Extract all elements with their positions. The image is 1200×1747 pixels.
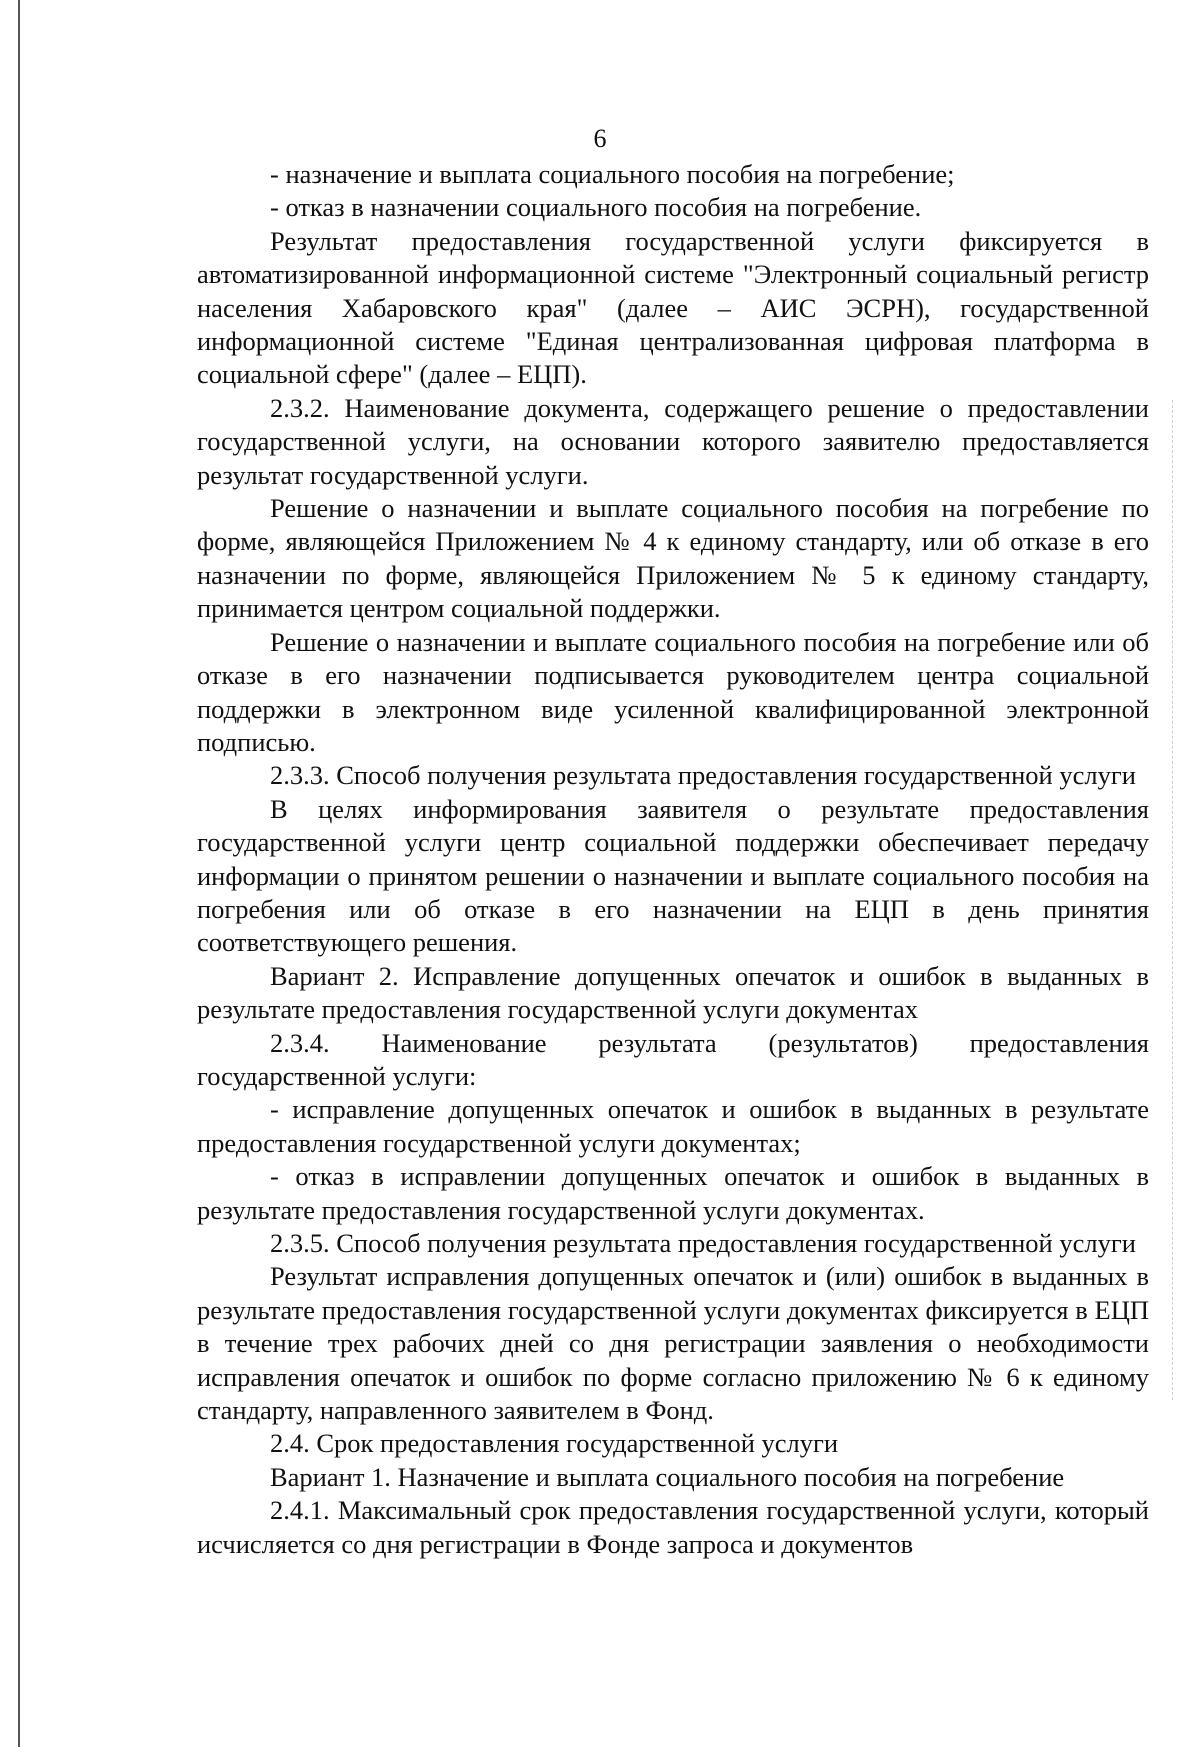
section-heading: 2.3.5. Способ получения результата предоставления государственной услуги xyxy=(270,1228,1136,1258)
section-heading: 2.4. Срок предоставления государственной услуги xyxy=(270,1428,839,1459)
section-heading: 2.3.4. Наименование результата (результатов) предоставления государственной услуги: xyxy=(197,1027,1149,1091)
paragraph: Решение о назначении и выплате социального пособия на погребение по форме, являющейся Приложением № 4 к единому стандарту, или об отказе в его назначении по форме, являющейся Приложением № 5 к единому стандарту, принимается центром социальной поддержки. xyxy=(197,493,1149,624)
paragraph: Результат предоставления государственной услуги фиксируется в автоматизированной информационной системе "Электронный социальный регистр населения Хабаровского края" (далее – АИС ЭСРН), государственной информационной системе "Единая централизованная цифровая платформа в социальной сфере" (далее – ЕЦП). xyxy=(197,225,1149,390)
scan-edge-marks xyxy=(1172,400,1174,1400)
paragraph: Решение о назначении и выплате социального пособия на погребение или об отказе в его назначении подписывается руководителем центра социальной поддержки в электронном виде усиленной квалифицированной электронной подписью. xyxy=(197,626,1149,757)
section-heading: 2.3.3. Способ получения результата предоставления государственной услуги xyxy=(270,760,1136,791)
paragraph: - назначение и выплата социального пособия на погребение; xyxy=(270,159,955,189)
paragraph: В целях информирования заявителя о результате предоставления государственной услуги центр социальной поддержки обеспечивает передачу информации о принятом решении о назначении и выплате социального пособия на погребения или об отказе в его назначении на ЕЦП в день принятия соответствующего решения. xyxy=(197,793,1149,958)
paragraph: 2.4.1. Максимальный срок предоставления государственной услуги, который исчисляется со дня регистрации в Фонде запроса и документов xyxy=(197,1495,1149,1559)
paragraph: 2.3.2. Наименование документа, содержащего решение о предоставлении государственной услуги, на основании которого заявителю предоставляется результат государственной услуги. xyxy=(197,392,1149,490)
variant-heading: Вариант 2. Исправление допущенных опечаток и ошибок в выданных в результате предоставления государственной услуги документах xyxy=(197,960,1149,1025)
list-item: - отказ в исправлении допущенных опечаток и ошибок в выданных в результате предоставления государственной услуги документах. xyxy=(197,1161,1149,1225)
document-body xyxy=(197,158,1149,1561)
page-number: 6 xyxy=(593,124,607,153)
paragraph: Результат исправления допущенных опечаток и (или) ошибок в выданных в результате предоставления государственной услуги документах фиксируется в ЕЦП в течение трех рабочих дней со дня регистрации заявления о необходимости исправления опечаток и ошибок по форме согласно приложению № 6 к единому стандарту, направленного заявителем в Фонд. xyxy=(197,1261,1149,1426)
paragraph: - отказ в назначении социального пособия на погребение. xyxy=(270,192,922,223)
list-item: - исправление допущенных опечаток и ошибок в выданных в результате предоставления государственной услуги документах; xyxy=(197,1094,1149,1158)
variant-heading: Вариант 1. Назначение и выплата социального пособия на погребение xyxy=(270,1461,1065,1492)
scan-border-line xyxy=(18,0,20,1747)
